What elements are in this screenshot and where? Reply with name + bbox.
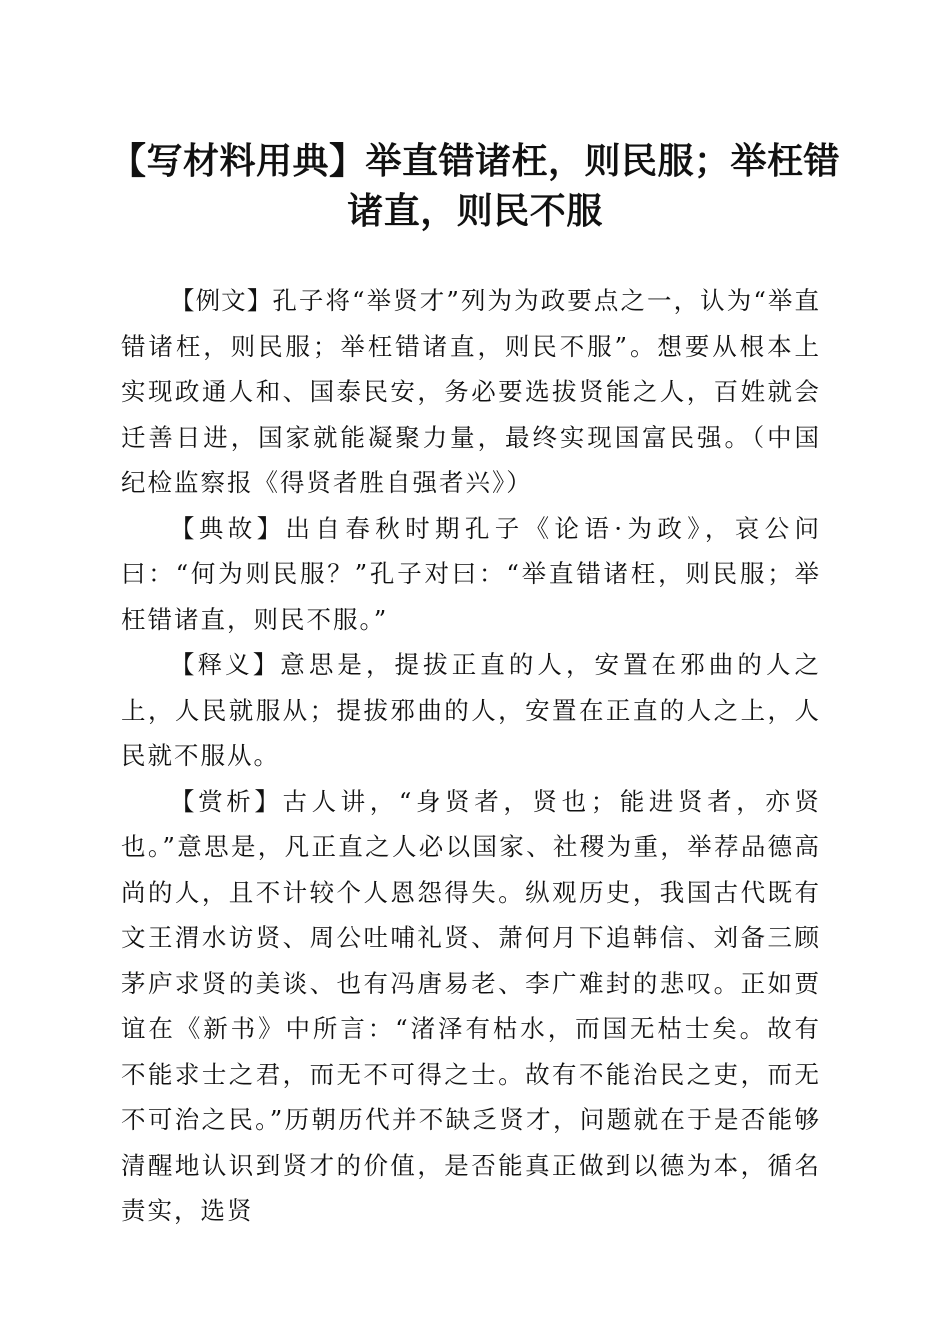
paragraph-text: 意思是，提拔正直的人，安置在邪曲的人之上，人民就服从；提拔邪曲的人，安置在正直的人之上，人民就不服从。 bbox=[121, 650, 822, 770]
paragraph-tag: 【典故】 bbox=[170, 513, 286, 543]
paragraph-tag: 【释义】 bbox=[170, 650, 281, 679]
paragraph-allusion bbox=[121, 506, 821, 643]
document-body bbox=[121, 278, 821, 1234]
document-title: 【写材料用典】举直错诸枉，则民服；举枉错诸直，则民不服 bbox=[110, 140, 841, 232]
paragraph-text: 古人讲，“身贤者，贤也；能进贤者，亦贤也。”意思是，凡正直之人必以国家、社稷为重，举荐品德高尚的人，且不计较个人恩怨得失。纵观历史，我国古代既有文王渭水访贤、周公吐哺礼贤、萧何月下追韩信、刘备三顾茅庐求贤的美谈、也有冯唐易老、李广难封的悲叹。正如贾谊在《新书》中所言：“渚泽有枯水，而国无枯士矣。故有不能求士之君，而无不可得之士。故有不能治民之吏，而无不可治之民。”历朝历代并不缺乏贤才，问题就在于是否能够清醒地认识到贤才的价值，是否能真正做到以德为本，循名责实，选贤 bbox=[121, 786, 821, 1225]
paragraph-appreciation bbox=[121, 779, 821, 1234]
paragraph-interpretation bbox=[121, 642, 821, 779]
paragraph-text: 孔子将“举贤才”列为为政要点之一，认为“举直错诸枉，则民服；举枉错诸直，则民不服”。想要从根本上实现政通人和、国泰民安，务必要选拔贤能之人，百姓就会迁善日进，国家就能凝聚力量，最终实现国富民强。（中国纪检监察报《得贤者胜自强者兴》） bbox=[121, 286, 822, 497]
paragraph-tag: 【例文】 bbox=[170, 286, 273, 315]
paragraph-example bbox=[121, 278, 821, 506]
paragraph-tag: 【赏析】 bbox=[170, 786, 283, 816]
paragraph-text: 出自春秋时期孔子《论语·为政》，哀公问曰：“何为则民服？”孔子对曰：“举直错诸枉，则民服；举枉错诸直，则民不服。” bbox=[121, 513, 821, 634]
